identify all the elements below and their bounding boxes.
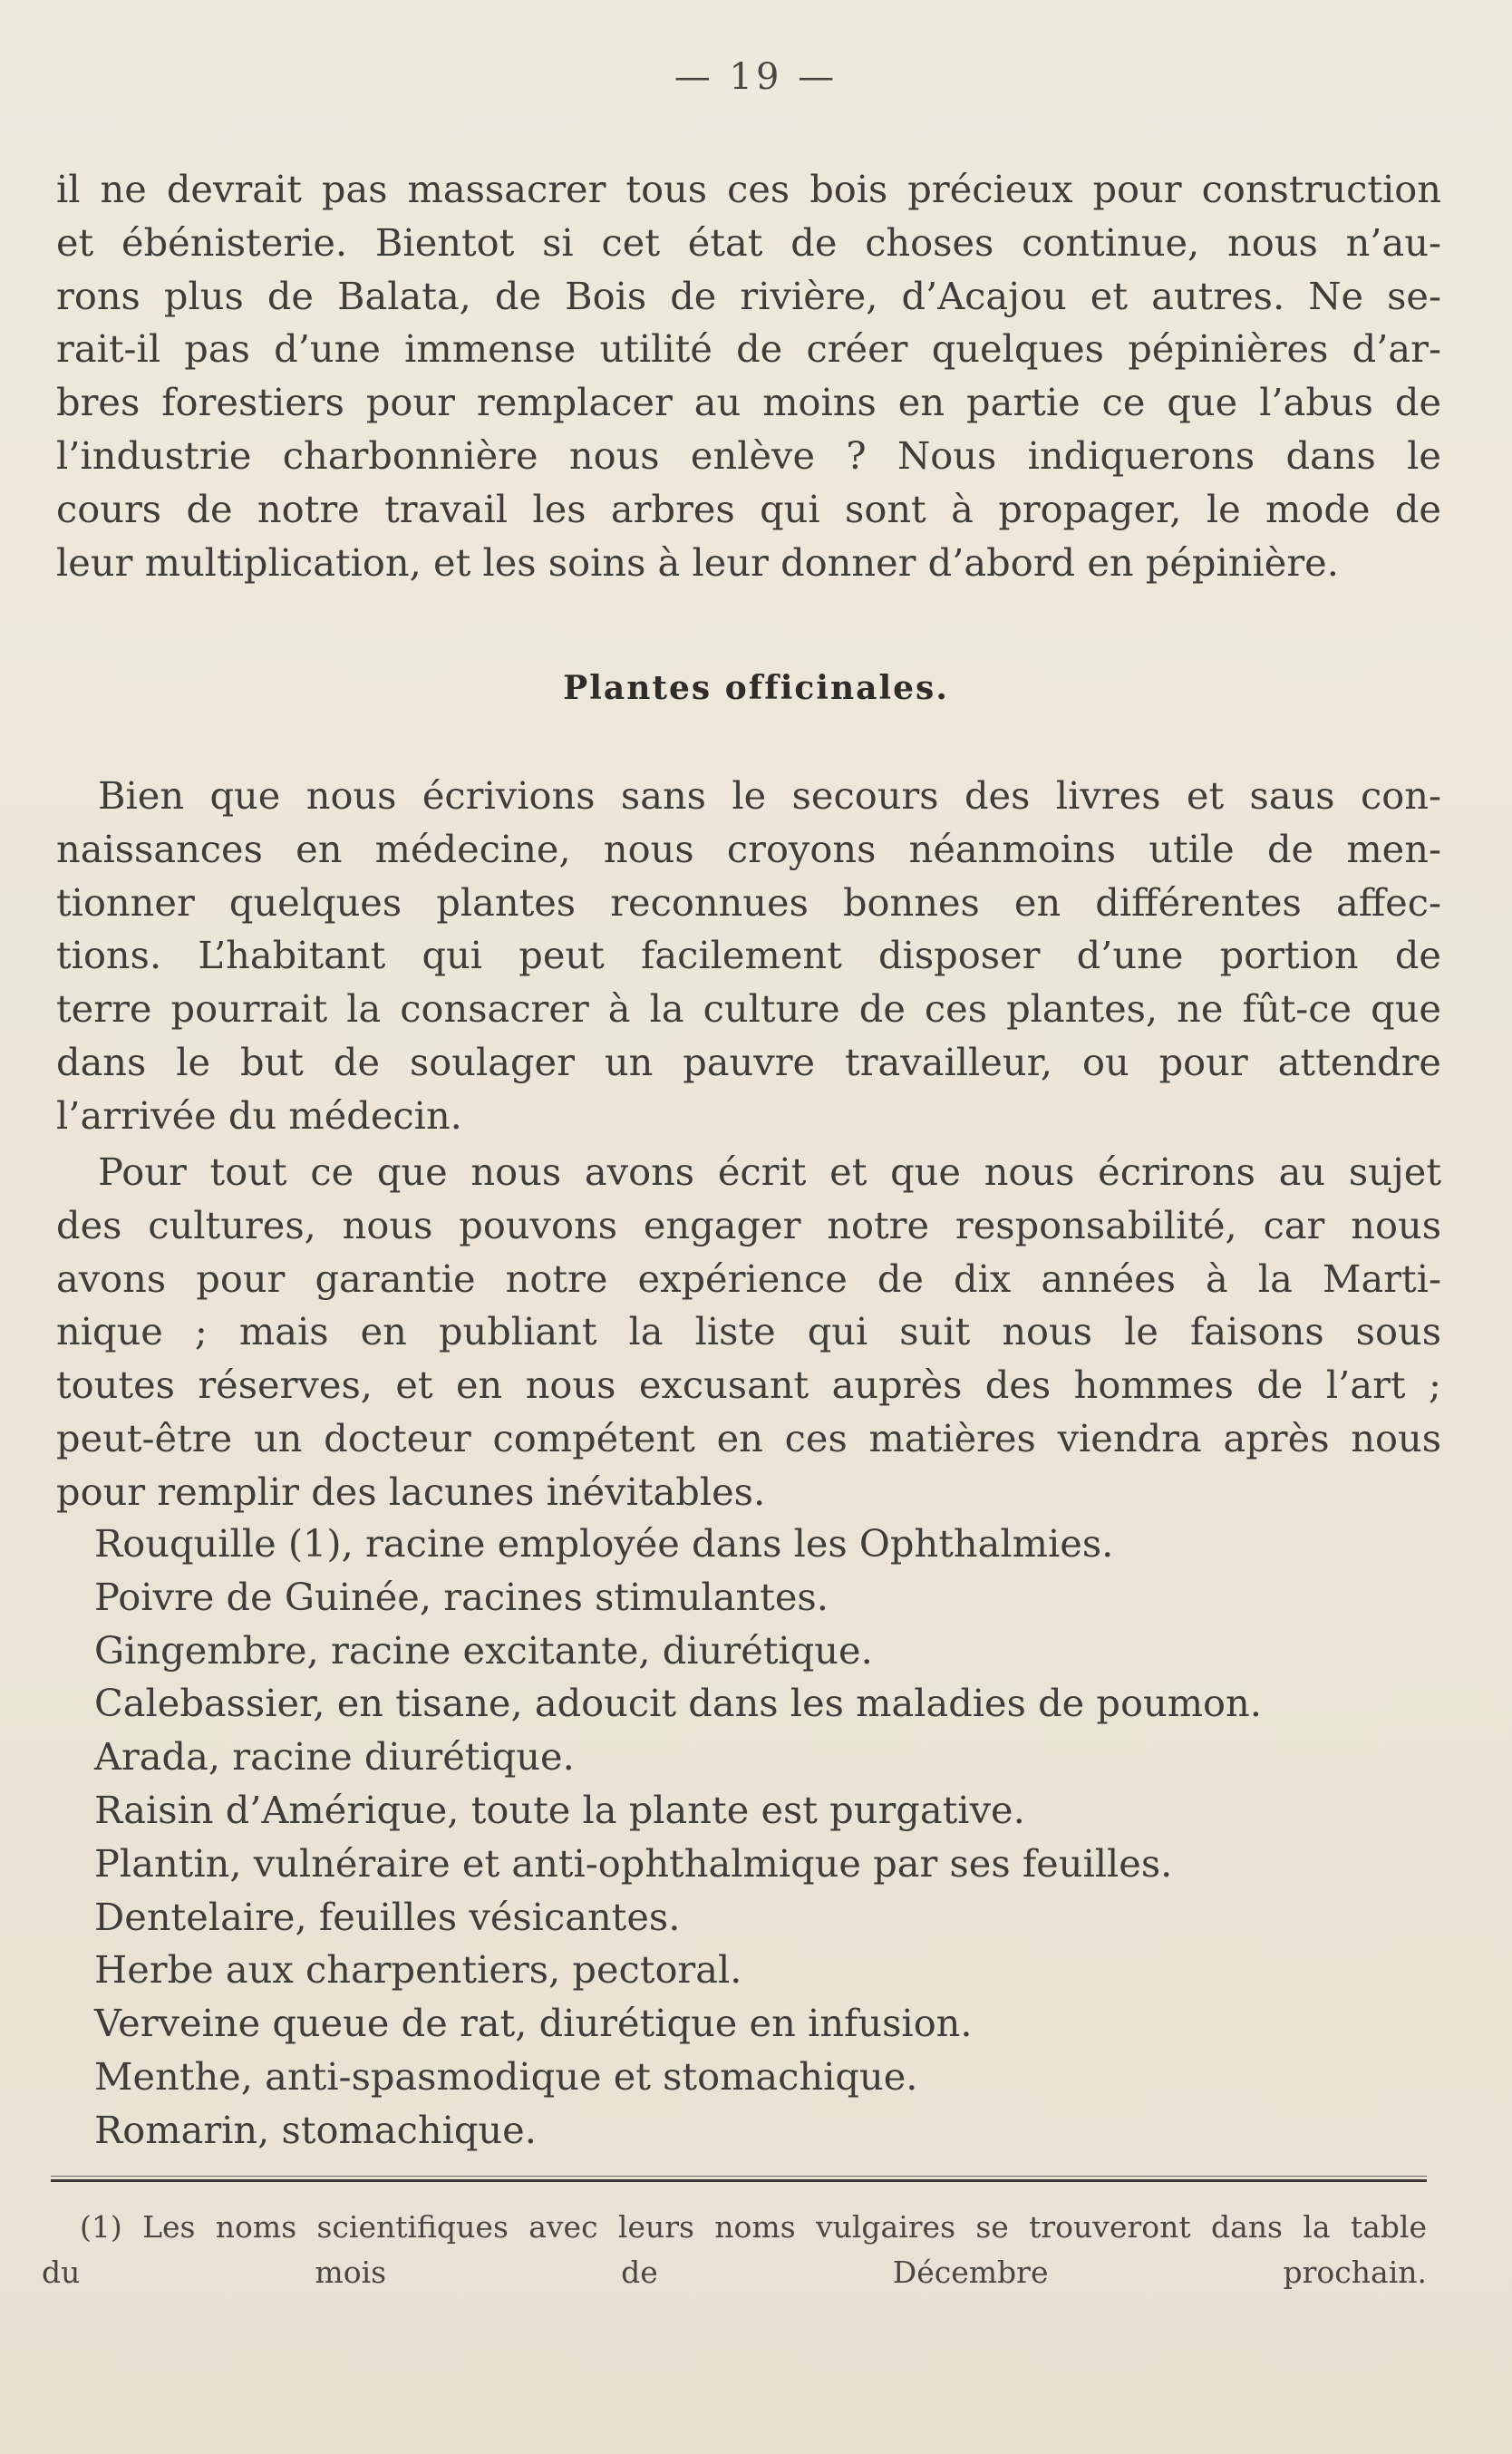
text-line: rait-il pas d’une immense utilité de créer quelques pépinières d’ar- [56, 326, 1441, 372]
list-item: Herbe aux charpentiers, pectoral. [94, 1947, 742, 1993]
list-item: Verveine queue de rat, diurétique en infusion. [94, 2001, 973, 2046]
text-line: tionner quelques plantes reconnues bonnes en différentes affec- [56, 879, 1441, 925]
text-line: et ébénisterie. Bientot si cet état de choses continue, nous n’au- [56, 219, 1441, 265]
text-line: tions. L’habitant qui peut facilement disposer d’une portion de [56, 933, 1441, 978]
page-number: — 19 — [674, 56, 838, 98]
text-line: avons pour garantie notre expérience de dix années à la Marti- [56, 1256, 1441, 1301]
list-item: Arada, racine diurétique. [94, 1734, 575, 1780]
text-line: Bien que nous écrivions sans le secours des livres et saus con- [98, 773, 1441, 818]
text-line: terre pourrait la consacrer à la culture de ces plantes, ne fût-ce que [56, 986, 1441, 1032]
text-line: il ne devrait pas massacrer tous ces bois précieux pour construction [56, 167, 1441, 211]
section-heading: Plantes officinales. [563, 669, 949, 707]
paragraph-introduction [56, 770, 1441, 1143]
paragraph-responsibility [56, 1146, 1441, 1519]
list-item: Dentelaire, feuilles vésicantes. [94, 1894, 681, 1939]
text-line: peut-être un docteur compétent en ces matières viendra après nous [56, 1415, 1441, 1460]
list-item: Menthe, anti-spasmodique et stomachique. [94, 2053, 918, 2099]
text-line: bres forestiers pour remplacer au moins en partie ce que l’abus de [56, 380, 1441, 425]
text-line: dans le but de soulager un pauvre travailleur, ou pour attendre [56, 1039, 1441, 1084]
list-item: Plantin, vulnéraire et anti-ophthalmique par ses feuilles. [94, 1840, 1173, 1886]
text-line: l’arrivée du médecin. [56, 1092, 462, 1138]
text-line: pour remplir des lacunes inévitables. [56, 1469, 766, 1514]
text-line: l’industrie charbonnière nous enlève ? Nous indiquerons dans le [56, 432, 1441, 478]
text-line: naissances en médecine, nous croyons néanmoins utile de men- [56, 826, 1441, 871]
text-line: Pour tout ce que nous avons écrit et que nous écrirons au sujet [98, 1149, 1441, 1194]
text-line: des cultures, nous pouvons engager notre responsabilité, car nous [56, 1202, 1441, 1247]
footnote-line: du mois de Décembre prochain. [42, 2255, 1427, 2290]
plant-list [94, 1518, 1400, 2158]
footnote-divider-thin [51, 2176, 1427, 2177]
paragraph-forestry [56, 163, 1441, 589]
footnote-line: (1) Les noms scientifiques avec leurs noms vulgaires se trouveront dans la table [80, 2209, 1427, 2245]
text-line: cours de notre travail les arbres qui sont à propager, le mode de [56, 486, 1441, 531]
footnote-divider [51, 2179, 1427, 2182]
list-item: Poivre de Guinée, racines stimulantes. [94, 1574, 829, 1619]
text-line: leur multiplication, et les soins à leur donner d’abord en pépinière. [56, 539, 1339, 585]
list-item: Rouquille (1), racine employée dans les Ophthalmies. [94, 1521, 1114, 1566]
list-item: Calebassier, en tisane, adoucit dans les maladies de poumon. [94, 1681, 1262, 1726]
footnote [42, 2205, 1427, 2295]
text-line: nique ; mais en publiant la liste qui suit nous le faisons sous [56, 1309, 1441, 1354]
text-line: toutes réserves, et en nous excusant auprès des hommes de l’art ; [56, 1363, 1441, 1408]
text-line: rons plus de Balata, de Bois de rivière, d’Acajou et autres. Ne se- [56, 273, 1441, 318]
list-item: Raisin d’Amérique, toute la plante est purgative. [94, 1787, 1025, 1832]
list-item: Romarin, stomachique. [94, 2107, 537, 2152]
list-item: Gingembre, racine excitante, diurétique. [94, 1627, 873, 1673]
